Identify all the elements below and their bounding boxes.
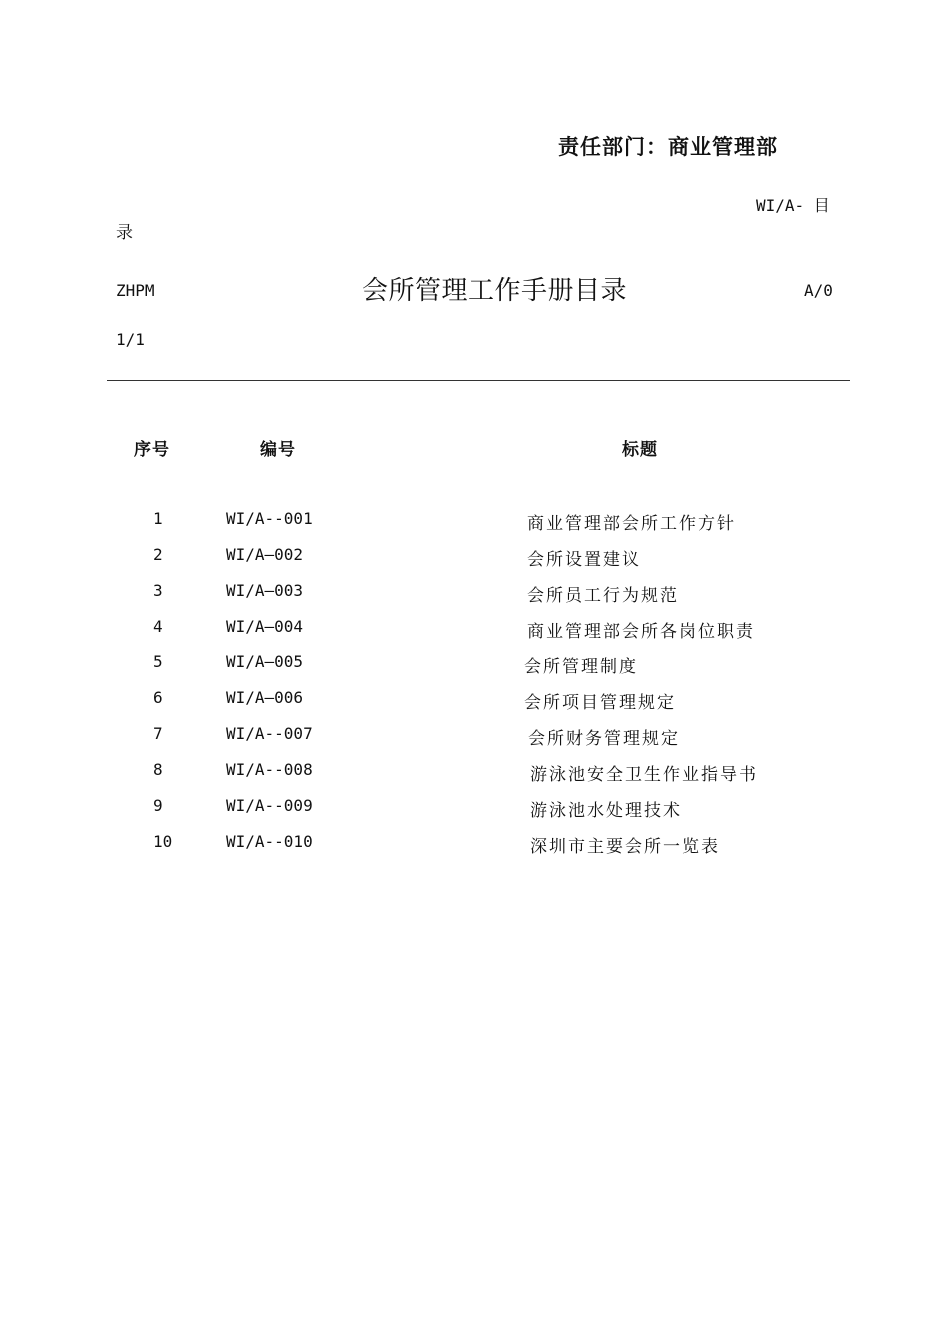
row-title: 商业管理部会所工作方针 bbox=[527, 514, 736, 534]
row-title: 游泳池水处理技术 bbox=[530, 801, 682, 821]
row-title: 商业管理部会所各岗位职责 bbox=[527, 622, 755, 642]
row-title: 会所设置建议 bbox=[527, 550, 641, 570]
row-title: 会所财务管理规定 bbox=[528, 729, 680, 749]
column-header-code: 编号 bbox=[260, 440, 296, 460]
row-title: 游泳池安全卫生作业指导书 bbox=[530, 765, 758, 785]
table-row bbox=[0, 652, 950, 682]
row-title: 深圳市主要会所一览表 bbox=[530, 837, 720, 857]
row-code: WI/A—005 bbox=[226, 652, 304, 671]
table-row bbox=[0, 581, 950, 611]
page-number: 1/1 bbox=[116, 330, 145, 349]
row-code: WI/A--008 bbox=[226, 760, 313, 779]
page-title: 会所管理工作手册目录 bbox=[362, 276, 628, 306]
row-seq: 10 bbox=[153, 832, 173, 851]
row-title: 会所项目管理规定 bbox=[524, 693, 676, 713]
responsible-department: 责任部门：商业管理部 bbox=[558, 135, 778, 159]
row-code: WI/A--010 bbox=[226, 832, 313, 851]
revision-number: A/0 bbox=[804, 281, 833, 300]
row-code: WI/A—003 bbox=[226, 581, 304, 600]
column-header-title: 标题 bbox=[622, 440, 658, 460]
document-code: WI/A- 目 bbox=[756, 196, 830, 215]
row-seq: 9 bbox=[153, 796, 163, 815]
row-code: WI/A--001 bbox=[226, 509, 313, 528]
document-code-continued: 录 bbox=[116, 223, 133, 243]
table-row bbox=[0, 760, 950, 790]
table-row bbox=[0, 617, 950, 647]
row-seq: 4 bbox=[153, 617, 163, 636]
row-title: 会所员工行为规范 bbox=[527, 586, 679, 606]
row-code: WI/A--009 bbox=[226, 796, 313, 815]
row-seq: 5 bbox=[153, 652, 163, 671]
row-seq: 3 bbox=[153, 581, 163, 600]
row-code: WI/A—002 bbox=[226, 545, 304, 564]
table-row bbox=[0, 724, 950, 754]
row-seq: 6 bbox=[153, 688, 163, 707]
row-title: 会所管理制度 bbox=[524, 657, 638, 677]
company-code: ZHPM bbox=[116, 281, 155, 300]
row-code: WI/A—004 bbox=[226, 617, 304, 636]
column-header-seq: 序号 bbox=[134, 440, 170, 460]
table-row bbox=[0, 509, 950, 539]
row-seq: 8 bbox=[153, 760, 163, 779]
table-row bbox=[0, 796, 950, 826]
row-seq: 2 bbox=[153, 545, 163, 564]
table-row bbox=[0, 545, 950, 575]
table-row bbox=[0, 688, 950, 718]
header-divider bbox=[107, 380, 850, 381]
table-row bbox=[0, 832, 950, 862]
row-seq: 7 bbox=[153, 724, 163, 743]
row-code: WI/A—006 bbox=[226, 688, 304, 707]
row-code: WI/A--007 bbox=[226, 724, 313, 743]
row-seq: 1 bbox=[153, 509, 163, 528]
